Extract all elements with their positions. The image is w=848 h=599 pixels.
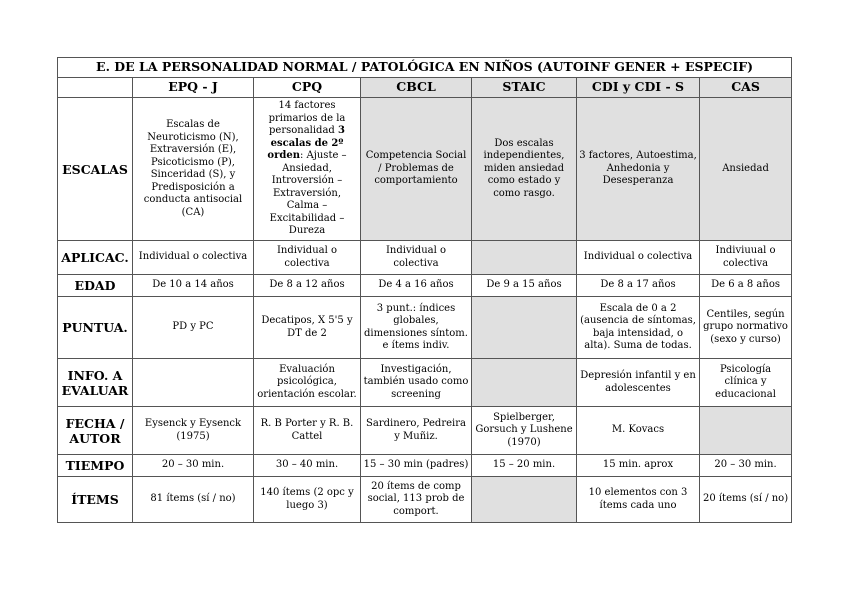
cell-tiempo-cpq: 30 – 40 min.: [254, 455, 361, 477]
cpq-escalas-detail: : Ajuste – Ansiedad, Introversión – Extraversión, Calma – Excitabilidad – Dureza: [269, 150, 347, 237]
cell-info-cbcl: Investigación, también usado como screening: [361, 359, 472, 407]
cell-aplicac-staic: [472, 241, 577, 275]
cell-aplicac-cpq: Individual o colectiva: [254, 241, 361, 275]
cell-edad-staic: De 9 a 15 años: [472, 275, 577, 297]
cell-escalas-cas: Ansiedad: [700, 98, 792, 241]
cell-tiempo-cas: 20 – 30 min.: [700, 455, 792, 477]
cell-info-cas: Psicología clínica y educacional: [700, 359, 792, 407]
cell-items-cpq: 140 ítems (2 opc y luego 3): [254, 477, 361, 523]
cell-fecha-cas: [700, 407, 792, 455]
cell-items-cdi: 10 elementos con 3 ítems cada uno: [577, 477, 700, 523]
row-label-items: ÍTEMS: [58, 477, 133, 523]
cell-fecha-epq: Eysenck y Eysenck (1975): [133, 407, 254, 455]
row-label-escalas: ESCALAS: [58, 98, 133, 241]
header-row: [58, 78, 792, 98]
header-staic: STAIC: [472, 78, 577, 98]
row-label-aplicac: APLICAC.: [58, 241, 133, 275]
cell-info-cpq: Evaluación psicológica, orientación escolar.: [254, 359, 361, 407]
cell-puntua-cpq: Decatipos, X 5'5 y DT de 2: [254, 297, 361, 359]
cell-escalas-cdi: 3 factores, Autoestima, Anhedonia y Desesperanza: [577, 98, 700, 241]
cell-fecha-staic: Spielberger, Gorsuch y Lushene (1970): [472, 407, 577, 455]
cell-items-cbcl: 20 ítems de comp social, 113 prob de comport.: [361, 477, 472, 523]
personality-tests-table: [57, 57, 792, 523]
title-row: [58, 58, 792, 78]
cell-edad-epq: De 10 a 14 años: [133, 275, 254, 297]
header-cas: CAS: [700, 78, 792, 98]
cell-fecha-cbcl: Sardinero, Pedreira y Muñiz.: [361, 407, 472, 455]
table-row-puntua: [58, 297, 792, 359]
cell-tiempo-epq: 20 – 30 min.: [133, 455, 254, 477]
table-row-escalas: [58, 98, 792, 241]
cell-edad-cpq: De 8 a 12 años: [254, 275, 361, 297]
row-label-tiempo: TIEMPO: [58, 455, 133, 477]
header-cpq: CPQ: [254, 78, 361, 98]
row-label-fecha: FECHA / AUTOR: [58, 407, 133, 455]
cell-aplicac-cbcl: Individual o colectiva: [361, 241, 472, 275]
cell-puntua-cbcl: 3 punt.: índices globales, dimensiones síntom. e ítems indiv.: [361, 297, 472, 359]
cell-puntua-cdi: Escala de 0 a 2 (ausencia de síntomas, baja intensidad, o alta). Suma de todas.: [577, 297, 700, 359]
cell-escalas-cpq: [254, 98, 361, 241]
row-label-puntua: PUNTUA.: [58, 297, 133, 359]
cell-items-staic: [472, 477, 577, 523]
cell-items-cas: 20 ítems (sí / no): [700, 477, 792, 523]
cell-items-epq: 81 ítems (sí / no): [133, 477, 254, 523]
cell-tiempo-cbcl: 15 – 30 min (padres): [361, 455, 472, 477]
cell-aplicac-cas: Indiviuual o colectiva: [700, 241, 792, 275]
cell-escalas-epq: Escalas de Neuroticismo (N), Extraversión (E), Psicoticismo (P), Sinceridad (S), y Predisposición a conducta antisocial (CA): [133, 98, 254, 241]
cell-info-epq: [133, 359, 254, 407]
cell-escalas-staic: Dos escalas independientes, miden ansiedad como estado y como rasgo.: [472, 98, 577, 241]
cell-info-staic: [472, 359, 577, 407]
table-row-info: [58, 359, 792, 407]
row-label-info: INFO. A EVALUAR: [58, 359, 133, 407]
table-row-aplicac: [58, 241, 792, 275]
cell-aplicac-cdi: Individual o colectiva: [577, 241, 700, 275]
header-empty: [58, 78, 133, 98]
cell-tiempo-staic: 15 – 20 min.: [472, 455, 577, 477]
cell-edad-cdi: De 8 a 17 años: [577, 275, 700, 297]
cell-puntua-epq: PD y PC: [133, 297, 254, 359]
table-row-tiempo: [58, 455, 792, 477]
header-epq-j: EPQ - J: [133, 78, 254, 98]
cell-info-cdi: Depresión infantil y en adolescentes: [577, 359, 700, 407]
cell-aplicac-epq: Individual o colectiva: [133, 241, 254, 275]
cell-tiempo-cdi: 15 min. aprox: [577, 455, 700, 477]
cell-puntua-cas: Centiles, según grupo normativo (sexo y curso): [700, 297, 792, 359]
row-label-edad: EDAD: [58, 275, 133, 297]
header-cdi: CDI y CDI - S: [577, 78, 700, 98]
table-row-items: [58, 477, 792, 523]
table-title: E. DE LA PERSONALIDAD NORMAL / PATOLÓGICA EN NIÑOS (AUTOINF GENER + ESPECIF): [58, 58, 792, 78]
cell-puntua-staic: [472, 297, 577, 359]
header-cbcl: CBCL: [361, 78, 472, 98]
cell-edad-cas: De 6 a 8 años: [700, 275, 792, 297]
table-row-fecha: [58, 407, 792, 455]
cpq-escalas-bold: 3 escalas de 2º orden: [267, 125, 345, 162]
cell-fecha-cdi: M. Kovacs: [577, 407, 700, 455]
cell-fecha-cpq: R. B Porter y R. B. Cattel: [254, 407, 361, 455]
cell-escalas-cbcl: Competencia Social / Problemas de comportamiento: [361, 98, 472, 241]
cell-edad-cbcl: De 4 a 16 años: [361, 275, 472, 297]
table-row-edad: [58, 275, 792, 297]
cpq-escalas-intro: 14 factores primarios de la personalidad: [268, 100, 346, 137]
